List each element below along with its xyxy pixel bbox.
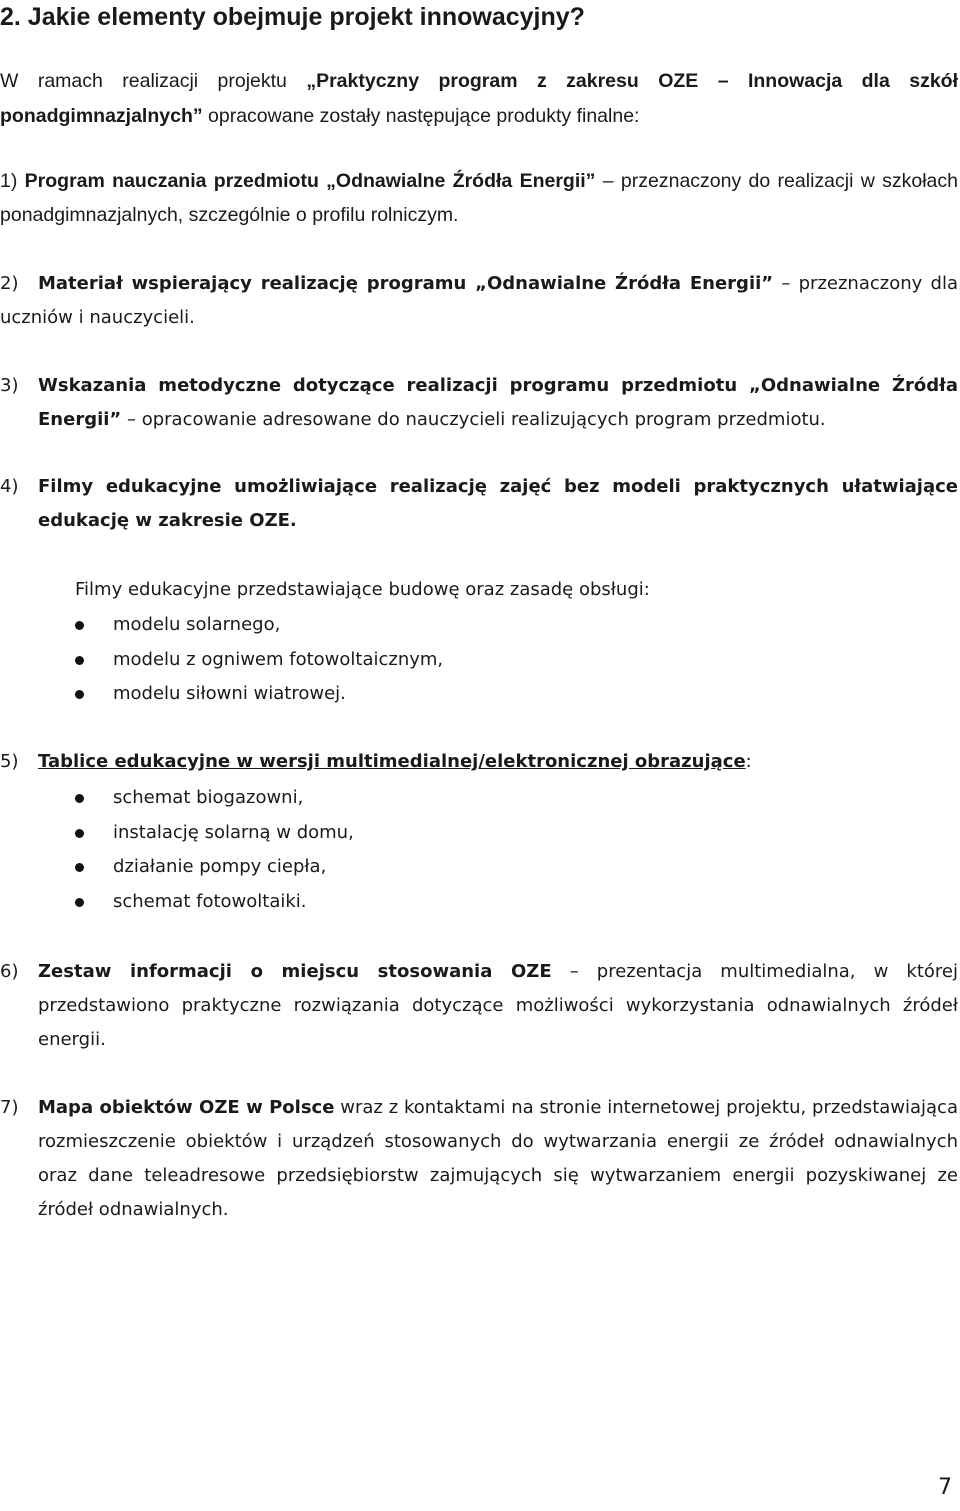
item-title: Tablice edukacyjne w wersji multimedialnej/elektronicznej obrazujące [38,751,746,772]
item-title: Materiał wspierający realizację programu „Odnawialne Źródła Energii” [38,273,774,294]
item-number: 7) [0,1097,19,1118]
section-heading: 2. Jakie elementy obejmuje projekt innowacyjny? [0,3,585,31]
item-text: – opracowanie adresowane do nauczycieli realizujących program przedmiotu. [121,409,826,430]
item-text: wraz z kontaktami na stronie internetowej projektu, przedstawiająca rozmieszczenie obiektów i urządzeń stosowanych do wytwarzania energii ze źródeł odnawialnych oraz dane teleadresowe przedsiębiorstw zajmujących się wytwarzaniem energii pozyskiwanej ze źródeł odnawialnych. [38,1097,958,1220]
item-5 [0,745,958,779]
item-number: 6) [0,961,19,982]
intro-post: opracowane zostały następujące produkty finalne: [202,105,640,127]
project-title: „Praktyczny program z zakresu OZE – Innowacja dla szkół ponadgimnazjalnych” [0,70,958,127]
item-title: Zestaw informacji o miejscu stosowania OZE [38,961,552,982]
item-text: – przeznaczony do realizacji w szkołach ponadgimnazjalnych, szczególnie o profilu rolniczym. [0,170,958,226]
bullet-icon [75,898,84,907]
bullet-icon [75,863,84,872]
boards-bullet-list [75,781,354,919]
item-2 [0,267,958,335]
list-item: modelu siłowni wiatrowej. [75,677,443,712]
item-text: : [745,751,752,772]
item-number: 1) [0,170,18,192]
item-1 [0,164,958,232]
list-item: schemat biogazowni, [75,781,354,816]
bullet-icon [75,690,84,699]
list-item: instalację solarną w domu, [75,816,354,851]
bullet-icon [75,621,84,630]
intro-pre: W ramach realizacji projektu [0,70,307,92]
bullet-icon [75,829,84,838]
item-title: Wskazania metodyczne dotyczące realizacji programu przedmiotu „Odnawialne Źródła Energii” [38,375,958,430]
item-title: Mapa obiektów OZE w Polsce [38,1097,335,1118]
item-number: 5) [0,751,19,772]
item-title: Filmy edukacyjne umożliwiające realizację zajęć bez modeli praktycznych ułatwiające edukację w zakresie OZE. [38,476,958,531]
page-number: 7 [938,1475,952,1500]
films-bullet-list [75,608,443,712]
item-6 [0,955,958,1057]
item-first-line [0,267,958,335]
item-title: Program nauczania przedmiotu „Odnawialne Źródła Energii” [24,170,596,192]
item-text: – przeznaczony dla uczniów i nauczycieli. [0,273,958,328]
bullet-icon [75,794,84,803]
bullet-icon [75,656,84,665]
intro-paragraph [0,64,958,134]
item-3 [0,369,958,437]
item-number: 3) [0,375,19,396]
list-item: modelu z ogniwem fotowoltaicznym, [75,643,443,678]
item-number: 4) [0,476,19,497]
list-item: modelu solarnego, [75,608,443,643]
list-item: działanie pompy ciepła, [75,850,354,885]
films-intro: Filmy edukacyjne przedstawiające budowę oraz zasadę obsługi: [75,579,650,600]
item-7 [0,1091,958,1227]
item-4 [0,470,958,538]
item-text: – prezentacja multimedialna, w której przedstawiono praktyczne rozwiązania dotyczące możliwości wykorzystania odnawialnych źródeł energii. [38,961,958,1050]
item-number: 2) [0,273,19,294]
list-item: schemat fotowoltaiki. [75,885,354,920]
